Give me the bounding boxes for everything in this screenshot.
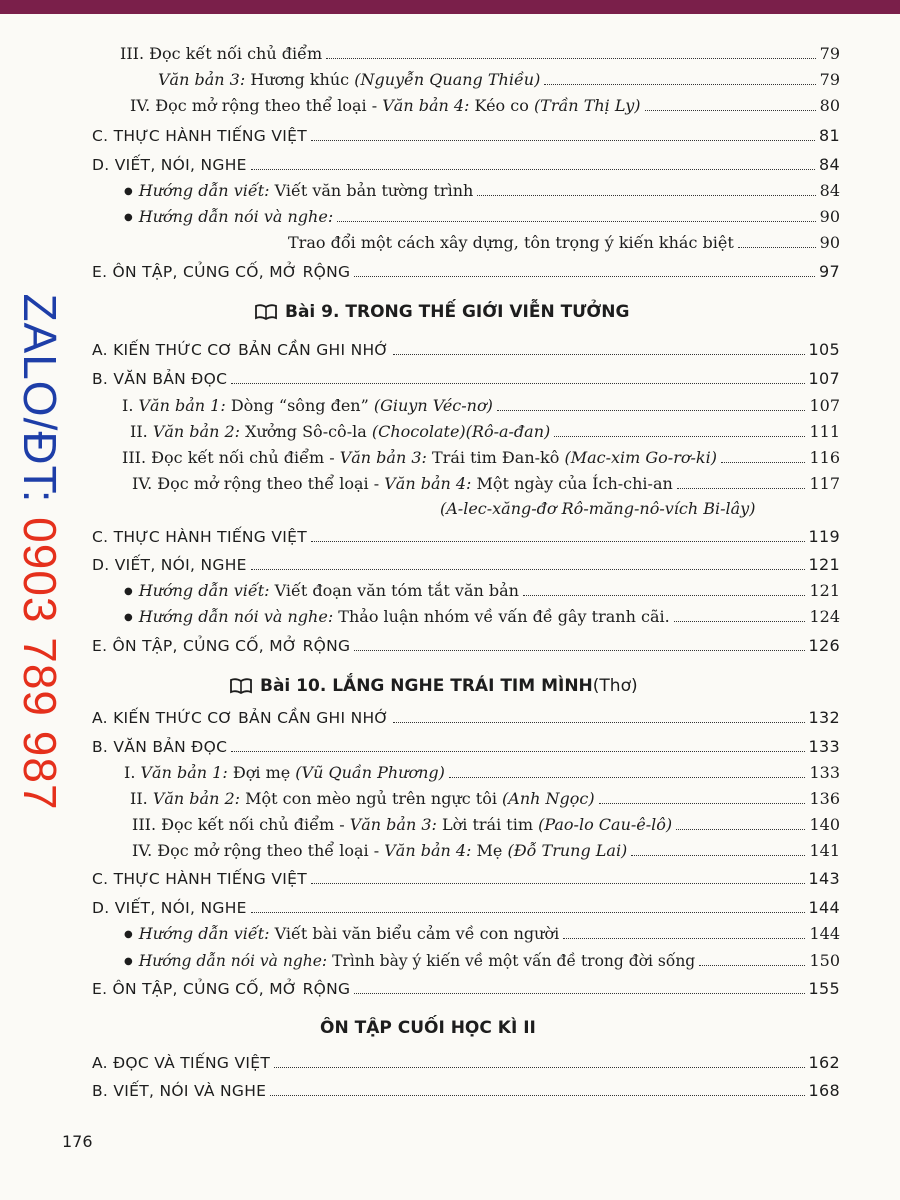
dot-leader <box>311 541 805 542</box>
dot-leader <box>477 195 815 196</box>
toc-entry[interactable]: B. VIẾT, NÓI VÀ NGHE 168 <box>92 1081 840 1100</box>
toc-entry[interactable]: IV. Đọc mở rộng theo thể loại - Văn bản 4: Mẹ (Đỗ Trung Lai) 141 <box>132 841 840 860</box>
toc-entry[interactable]: B. VĂN BẢN ĐỌC 133 <box>92 737 840 756</box>
toc-entry[interactable]: III. Đọc kết nối chủ điểm - Văn bản 3: Lời trái tim (Pao-lo Cau-ê-lô) 140 <box>132 815 840 834</box>
toc-entry[interactable]: D. VIẾT, NÓI, NGHE 84 <box>92 155 840 174</box>
lesson-10-heading: Bài 10. LẮNG NGHE TRÁI TIM MÌNH (Thơ) <box>230 676 638 696</box>
toc-entry[interactable]: C. THỰC HÀNH TIẾNG VIỆT 143 <box>92 869 840 888</box>
toc-entry[interactable]: II. Văn bản 2: Một con mèo ngủ trên ngực tôi (Anh Ngọc) 136 <box>130 789 840 808</box>
phone-watermark <box>13 152 67 952</box>
page-number: 176 <box>62 1132 93 1151</box>
toc-entry[interactable]: D. VIẾT, NÓI, NGHE 121 <box>92 555 840 574</box>
dot-leader <box>270 1095 804 1096</box>
entry-label: III. Đọc kết nối chủ điểm <box>120 44 323 63</box>
dot-leader <box>699 965 805 966</box>
open-book-icon <box>230 678 252 694</box>
toc-entry[interactable] <box>120 44 840 68</box>
top-color-band <box>0 0 900 14</box>
toc-entry[interactable]: ● Hướng dẫn nói và nghe: Thảo luận nhóm về vấn đề gây tranh cãi. 124 <box>124 607 840 626</box>
dot-leader <box>231 751 804 752</box>
bullet-icon: ● <box>124 929 133 940</box>
bullet-icon: ● <box>124 956 133 967</box>
toc-entry[interactable]: Trao đổi một cách xây dựng, tôn trọng ý kiến khác biệt 90 <box>288 233 840 252</box>
dot-leader <box>251 569 805 570</box>
dot-leader <box>497 410 806 411</box>
dot-leader <box>354 993 804 994</box>
dot-leader <box>311 883 805 884</box>
bullet-icon: ● <box>124 586 133 597</box>
dot-leader <box>631 855 805 856</box>
toc-entry[interactable]: ● Hướng dẫn nói và nghe: 90 <box>124 207 840 226</box>
bullet-icon: ● <box>124 212 133 223</box>
entry-page: 79 <box>819 44 840 63</box>
toc-entry[interactable]: ● Hướng dẫn viết: Viết đoạn văn tóm tắt văn bản 121 <box>124 581 840 600</box>
toc-entry[interactable]: D. VIẾT, NÓI, NGHE 144 <box>92 898 840 917</box>
dot-leader <box>563 938 805 939</box>
dot-leader <box>231 383 804 384</box>
toc-entry[interactable]: I. Văn bản 1: Dòng “sông đen” (Giuyn Véc-nơ) 107 <box>122 396 840 415</box>
toc-entry[interactable]: B. VĂN BẢN ĐỌC 107 <box>92 369 840 388</box>
toc-entry[interactable]: E. ÔN TẬP, CỦNG CỐ, MỞ RỘNG 126 <box>92 636 840 655</box>
dot-leader <box>393 722 805 723</box>
dot-leader <box>523 595 805 596</box>
toc-entry[interactable]: A. KIẾN THỨC CƠ BẢN CẦN GHI NHỚ 132 <box>92 708 840 727</box>
bullet-icon: ● <box>124 186 133 197</box>
toc-entry[interactable]: IV. Đọc mở rộng theo thể loại - Văn bản 4: Một ngày của Ích-chi-an 117 <box>132 474 840 493</box>
open-book-icon <box>255 304 277 320</box>
dot-leader <box>645 110 816 111</box>
toc-entry[interactable]: C. THỰC HÀNH TIẾNG VIỆT 81 <box>92 126 840 145</box>
dot-leader <box>599 803 806 804</box>
toc-entry[interactable]: C. THỰC HÀNH TIẾNG VIỆT 119 <box>92 527 840 546</box>
watermark-number: 0903 789 987 <box>14 517 66 811</box>
dot-leader <box>674 621 806 622</box>
toc-entry[interactable]: A. ĐỌC VÀ TIẾNG VIỆT 162 <box>92 1053 840 1072</box>
toc-entry[interactable]: ● Hướng dẫn nói và nghe: Trình bày ý kiến về một vấn đề trong đời sống 150 <box>124 951 840 970</box>
toc-entry[interactable]: A. KIẾN THỨC CƠ BẢN CẦN GHI NHỚ 105 <box>92 340 840 359</box>
toc-entry[interactable]: Văn bản 3: Hương khúc (Nguyễn Quang Thiều) 79 <box>158 70 840 89</box>
dot-leader <box>676 829 805 830</box>
toc-entry[interactable]: III. Đọc kết nối chủ điểm - Văn bản 3: Trái tim Đan-kô (Mac-xim Go-rơ-ki) 116 <box>122 448 840 467</box>
dot-leader <box>544 84 815 85</box>
dot-leader <box>354 276 815 277</box>
review-heading: ÔN TẬP CUỐI HỌC KÌ II <box>320 1018 536 1038</box>
toc-entry-continuation: (A-lec-xăng-đơ Rô-măng-nô-vích Bi-lây) <box>440 499 756 518</box>
dot-leader <box>677 488 806 489</box>
toc-entry[interactable]: E. ÔN TẬP, CỦNG CỐ, MỞ RỘNG 97 <box>92 262 840 281</box>
dot-leader <box>554 436 805 437</box>
toc-entry[interactable]: IV. Đọc mở rộng theo thể loại - Văn bản 4: Kéo co (Trần Thị Ly) 80 <box>130 96 840 115</box>
dot-leader <box>449 777 806 778</box>
toc-entry[interactable]: I. Văn bản 1: Đợi mẹ (Vũ Quần Phương) 133 <box>124 763 840 782</box>
dot-leader <box>354 650 804 651</box>
toc-entry[interactable]: E. ÔN TẬP, CỦNG CỐ, MỞ RỘNG 155 <box>92 979 840 998</box>
dot-leader <box>311 140 815 141</box>
dot-leader <box>274 1067 804 1068</box>
toc-entry[interactable]: ● Hướng dẫn viết: Viết bài văn biểu cảm về con người 144 <box>124 924 840 943</box>
lesson-9-heading: Bài 9. TRONG THẾ GIỚI VIỄN TƯỞNG <box>255 302 629 322</box>
watermark-label: ZALO/ĐT: <box>14 293 66 518</box>
dot-leader <box>251 912 805 913</box>
toc-entry[interactable]: ● Hướng dẫn viết: Viết văn bản tường trình 84 <box>124 181 840 200</box>
dot-leader <box>738 247 816 248</box>
toc-entry[interactable]: II. Văn bản 2: Xưởng Sô-cô-la (Chocolate)(Rô-a-đan) 111 <box>130 422 840 441</box>
dot-leader <box>251 169 815 170</box>
dot-leader <box>393 354 805 355</box>
dot-leader <box>326 58 816 59</box>
bullet-icon: ● <box>124 612 133 623</box>
dot-leader <box>721 462 806 463</box>
dot-leader <box>337 221 815 222</box>
